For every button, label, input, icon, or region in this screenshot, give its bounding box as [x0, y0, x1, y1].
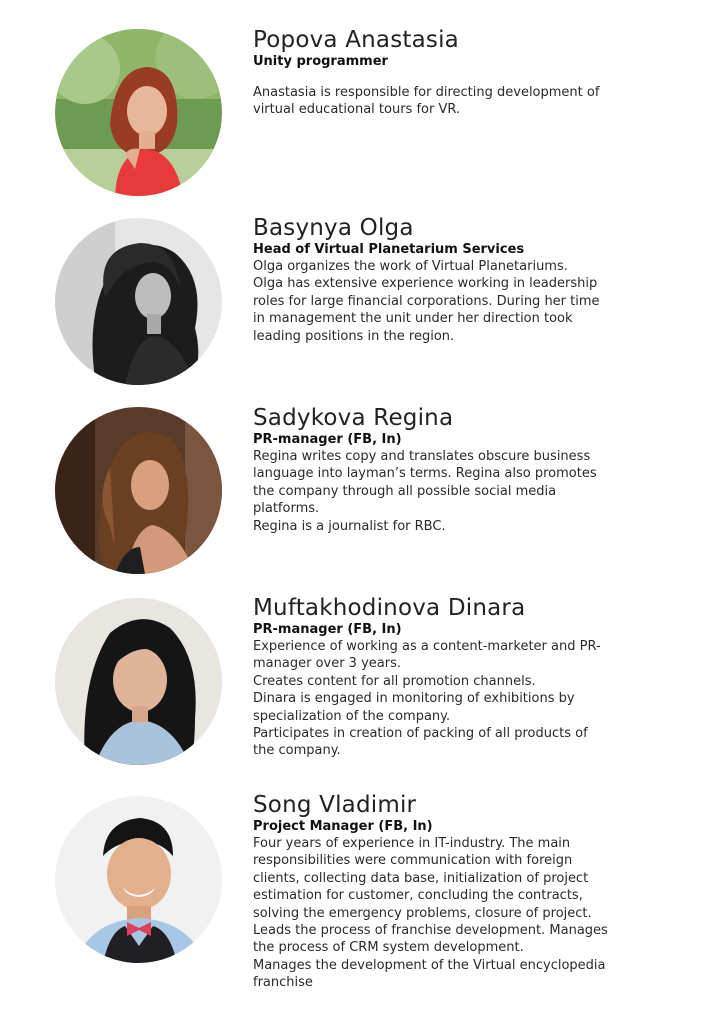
description-line: Leads the process of franchise development. Manages: [253, 923, 608, 939]
description-line: Olga has extensive experience working in leadership: [253, 276, 598, 292]
member-name: Sadykova Regina: [253, 405, 454, 431]
description-line: Creates content for all promotion channels.: [253, 673, 536, 689]
description-line: roles for large financial corporations. During her time: [253, 293, 600, 309]
member-info: [253, 215, 683, 345]
member-name: Basynya Olga: [253, 215, 414, 241]
description-line: Regina writes copy and translates obscure business: [253, 449, 591, 464]
member-info: [253, 792, 683, 992]
member-description: [253, 638, 683, 760]
portrait-photo-icon: [55, 29, 222, 196]
avatar-photo: [55, 598, 222, 765]
description-line: franchise: [253, 975, 313, 991]
description-line: Manages the development of the Virtual encyclopedia: [253, 957, 606, 973]
description-line: Olga organizes the work of Virtual Planetariums.: [253, 259, 568, 274]
member-info: [253, 405, 683, 535]
member-name: Song Vladimir: [253, 792, 417, 818]
member-role: PR-manager (FB, In): [253, 432, 402, 447]
portrait-photo-icon: [55, 407, 222, 574]
description-line: the company through all possible social media: [253, 483, 557, 499]
member-role: Project Manager (FB, In): [253, 819, 433, 834]
avatar-photo: [55, 29, 222, 196]
member-role: Head of Virtual Planetarium Services: [253, 242, 525, 257]
description-line: estimation for customer, concluding the contracts,: [253, 888, 583, 904]
member-description: [253, 835, 683, 992]
description-line: the company.: [253, 743, 341, 759]
portrait-photo-icon: [55, 598, 222, 765]
description-line: platforms.: [253, 501, 320, 517]
member-description: [253, 448, 683, 535]
avatar-photo: [55, 218, 222, 385]
description-line: leading positions in the region.: [253, 328, 455, 344]
description-line: solving the emergency problems, closure of project.: [253, 905, 592, 921]
avatar-photo: [55, 407, 222, 574]
member-description: [253, 84, 683, 119]
avatar-photo: [55, 796, 222, 963]
description-line: Regina is a journalist for RBC.: [253, 518, 446, 534]
member-name: Popova Anastasia: [253, 27, 459, 53]
member-role: Unity programmer: [253, 54, 388, 69]
portrait-photo-icon: [55, 796, 222, 963]
description-line: manager over 3 years.: [253, 656, 401, 672]
member-description: [253, 258, 683, 345]
description-line: Four years of experience in IT-industry. The main: [253, 836, 571, 851]
description-line: specialization of the company.: [253, 708, 451, 724]
description-line: in management the unit under her direction took: [253, 311, 573, 327]
description-line: Participates in creation of packing of all products of: [253, 726, 588, 742]
description-line: clients, collecting data base, initialization of project: [253, 870, 589, 886]
description-line: Experience of working as a content-marketer and PR-: [253, 639, 601, 654]
description-line: virtual educational tours for VR.: [253, 102, 461, 118]
description-line: Dinara is engaged in monitoring of exhibitions by: [253, 691, 575, 707]
member-name: Muftakhodinova Dinara: [253, 595, 526, 621]
description-line: responsibilities were communication with foreign: [253, 853, 573, 869]
member-role: PR-manager (FB, In): [253, 622, 402, 637]
description-line: language into layman’s terms. Regina also promotes: [253, 466, 597, 482]
portrait-photo-icon: [55, 218, 222, 385]
member-info: [253, 595, 683, 760]
description-line: the process of CRM system development.: [253, 940, 524, 956]
member-info: [253, 27, 683, 119]
description-line: Anastasia is responsible for directing development of: [253, 85, 600, 100]
